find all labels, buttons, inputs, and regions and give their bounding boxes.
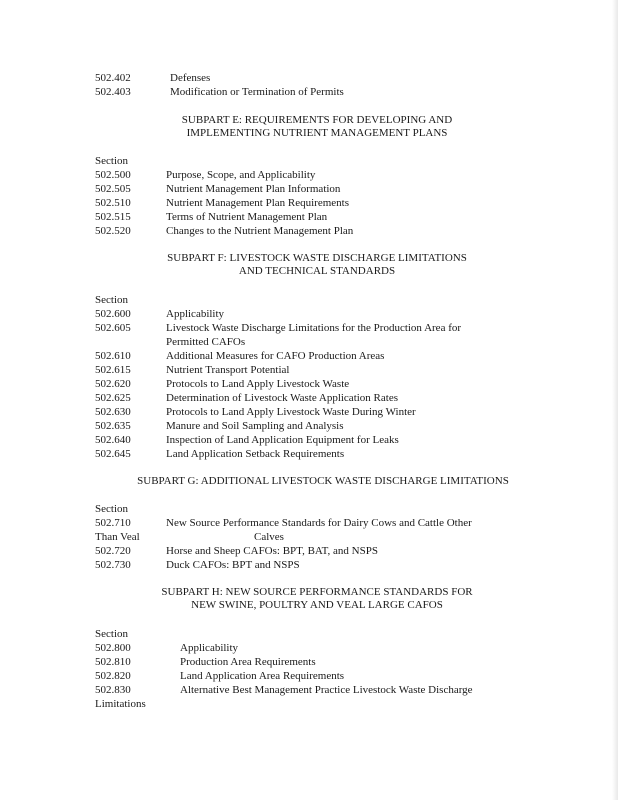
section-title: Inspection of Land Application Equipment for Leaks — [166, 434, 399, 446]
section-title: Applicability — [166, 308, 225, 320]
section-number: 502.645 — [95, 448, 131, 460]
section-title: Nutrient Management Plan Information — [166, 183, 341, 195]
section-title: Modification or Termination of Permits — [170, 86, 344, 98]
subpart-f-heading: SUBPART F: LIVESTOCK WASTE DISCHARGE LIMITATIONS — [167, 252, 467, 264]
section-title: Production Area Requirements — [180, 656, 316, 668]
section-number: 502.800 — [95, 642, 131, 654]
section-label: Section — [95, 294, 128, 306]
section-title: Land Application Setback Requirements — [166, 448, 345, 460]
section-number: 502.730 — [95, 559, 131, 571]
section-number: 502.625 — [95, 392, 131, 404]
subpart-h-heading: NEW SWINE, POULTRY AND VEAL LARGE CAFOS — [191, 599, 443, 611]
section-number: 502.810 — [95, 656, 131, 668]
section-title-continuation: Permitted CAFOs — [166, 336, 246, 348]
section-title: Alternative Best Management Practice Livestock Waste Discharge — [180, 684, 473, 696]
subpart-h-heading: SUBPART H: NEW SOURCE PERFORMANCE STANDARDS FOR — [161, 586, 473, 598]
section-title: Horse and Sheep CAFOs: BPT, BAT, and NSPS — [166, 545, 378, 557]
subpart-e-heading: IMPLEMENTING NUTRIENT MANAGEMENT PLANS — [186, 127, 448, 139]
section-number: 502.635 — [95, 420, 131, 432]
section-title: Additional Measures for CAFO Production Areas — [166, 350, 385, 362]
section-title-continuation-prefix: Than Veal — [95, 531, 140, 543]
section-number: 502.600 — [95, 308, 131, 320]
section-title: Land Application Area Requirements — [180, 670, 345, 682]
section-title: Protocols to Land Apply Livestock Waste — [166, 378, 350, 390]
section-number: 502.615 — [95, 364, 131, 376]
section-title: Protocols to Land Apply Livestock Waste During Winter — [166, 406, 416, 418]
section-number: 502.710 — [95, 517, 131, 529]
section-number: 502.500 — [95, 169, 131, 181]
section-title: Nutrient Transport Potential — [166, 364, 290, 376]
section-title: Manure and Soil Sampling and Analysis — [166, 420, 344, 432]
section-title: Terms of Nutrient Management Plan — [166, 211, 328, 223]
section-number: 502.610 — [95, 350, 131, 362]
section-number: 502.402 — [95, 72, 131, 84]
section-number: 502.720 — [95, 545, 131, 557]
section-number: 502.620 — [95, 378, 131, 390]
section-title: Purpose, Scope, and Applicability — [166, 169, 316, 181]
section-title-wrap: Limitations — [95, 698, 146, 710]
section-title: Applicability — [180, 642, 239, 654]
section-title: Livestock Waste Discharge Limitations for the Production Area for — [166, 322, 462, 334]
section-title: New Source Performance Standards for Dairy Cows and Cattle Other — [166, 517, 472, 529]
section-number: 502.630 — [95, 406, 131, 418]
section-label: Section — [95, 628, 128, 640]
subpart-f-heading: AND TECHNICAL STANDARDS — [238, 265, 396, 277]
section-number: 502.830 — [95, 684, 131, 696]
section-number: 502.515 — [95, 211, 131, 223]
subpart-e-heading: SUBPART E: REQUIREMENTS FOR DEVELOPING AND — [181, 114, 453, 126]
section-number: 502.510 — [95, 197, 131, 209]
section-number: 502.605 — [95, 322, 131, 334]
section-number: 502.640 — [95, 434, 131, 446]
section-number: 502.520 — [95, 225, 131, 237]
section-title: Defenses — [170, 72, 211, 84]
section-number: 502.820 — [95, 670, 131, 682]
section-number: 502.403 — [95, 86, 131, 98]
section-title: Nutrient Management Plan Requirements — [166, 197, 349, 209]
section-title: Changes to the Nutrient Management Plan — [166, 225, 354, 237]
section-number: 502.505 — [95, 183, 131, 195]
section-title: Determination of Livestock Waste Application Rates — [166, 392, 398, 404]
page-edge-shadow — [612, 0, 618, 800]
section-label: Section — [95, 503, 128, 515]
section-title-continuation: Calves — [254, 531, 284, 543]
section-label: Section — [95, 155, 128, 167]
section-title: Duck CAFOs: BPT and NSPS — [166, 559, 300, 571]
subpart-g-heading: SUBPART G: ADDITIONAL LIVESTOCK WASTE DISCHARGE LIMITATIONS — [137, 475, 509, 487]
